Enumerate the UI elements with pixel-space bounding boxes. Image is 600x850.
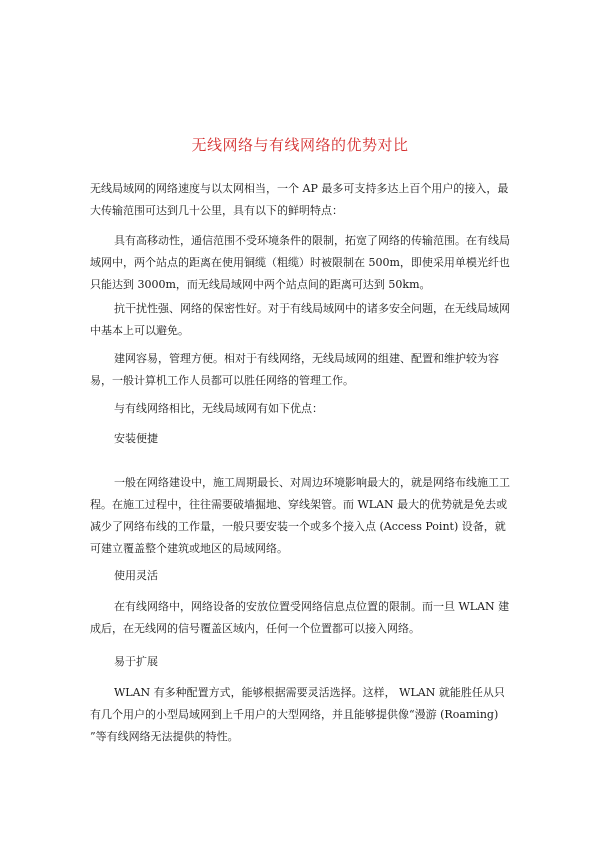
flexible-use-paragraph: 在有线网络中，网络设备的安放位置受网络信息点位置的限制。而一旦 WLAN 建成后，在无线网的信号覆盖区域内，任何一个位置都可以接入网络。 xyxy=(90,600,510,635)
document-title: 无线网络与有线网络的优势对比 xyxy=(191,136,409,154)
advantages-intro: 与有线网络相比，无线局域网有如下优点： xyxy=(114,402,323,415)
heading-flexible-use: 使用灵活 xyxy=(114,569,158,582)
mobility-paragraph: 具有高移动性，通信范围不受环境条件的限制，拓宽了网络的传输范围。在有线局域网中，两个站点的距离在使用铜缆（粗缆）时被限制在 500m，即使采用单模光纤也只能达到 3000m，而无线局域网中两个站点间的距离可达到 50km。 xyxy=(90,234,510,291)
security-paragraph: 抗干扰性强、网络的保密性好。对于有线局域网中的诸多安全问题，在无线局域网中基本上可以避免。 xyxy=(90,302,510,337)
easy-extend-paragraph: WLAN 有多种配置方式，能够根据需要灵活选择。这样， WLAN 就能胜任从只有几个用户的小型局域网到上千用户的大型网络，并且能够提供像“漫游 (Roaming) ”等有线网络无法提供的特性。 xyxy=(90,686,505,743)
management-paragraph: 建网容易，管理方便。相对于有线网络，无线局域网的组建、配置和维护较为容易，一般计算机工作人员都可以胜任网络的管理工作。 xyxy=(90,352,499,387)
heading-easy-extend: 易于扩展 xyxy=(114,655,158,668)
easy-install-paragraph: 一般在网络建设中，施工周期最长、对周边环境影响最大的，就是网络布线施工工程。在施工过程中，往往需要破墙掘地、穿线架管。而 WLAN 最大的优势就是免去或减少了网络布线的工作量，一般只要安装一个或多个接入点 (Access Point) 设备，就可建立覆盖整个建筑或地区的局域网络。 xyxy=(90,476,510,555)
heading-easy-install: 安装便捷 xyxy=(114,432,158,445)
intro-paragraph: 无线局域网的网络速度与以太网相当，一个 AP 最多可支持多达上百个用户的接入，最大传输范围可达到几十公里，具有以下的鲜明特点： xyxy=(90,182,509,217)
